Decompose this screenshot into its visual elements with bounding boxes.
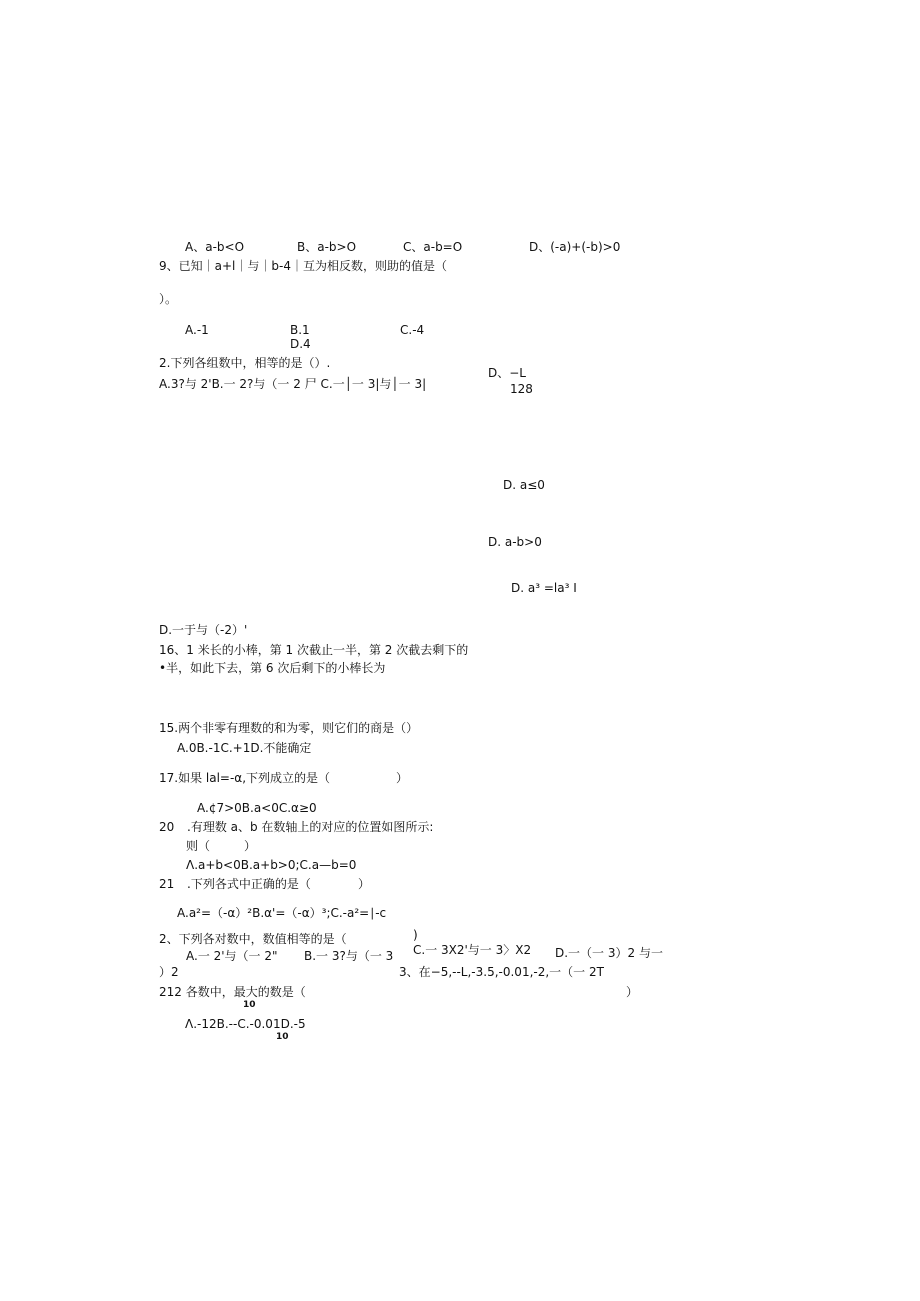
option-text: A.¢7>0B.a<0C.α≥0	[197, 801, 317, 815]
option-text: ）2	[159, 965, 179, 979]
question-text: ）	[358, 877, 371, 891]
question-number: 21	[159, 877, 175, 891]
option-text: A、a-b<O	[185, 240, 245, 254]
option-text: A.-1	[185, 323, 209, 337]
question-text: .有理数 a、b 在数轴上的对应的位置如图所示:	[187, 820, 434, 834]
question-text: 9、已知｜a+l｜与｜b-4｜互为相反数，则助的值是（	[159, 259, 447, 273]
option-text: D. a-b>0	[488, 535, 542, 549]
option-text: C.-4	[400, 323, 425, 337]
option-text: )	[413, 928, 418, 942]
option-text: D.一（一 3）2 与一	[555, 946, 663, 960]
option-text: D、(-a)+(-b)>0	[529, 240, 621, 254]
question-text: 15.两个非零有理数的和为零，则它们的商是（）	[159, 721, 419, 735]
question-number: 20	[159, 820, 175, 834]
question-text: 2.下列各组数中，相等的是（）.	[159, 356, 331, 370]
option-text: A.一 2'与（一 2"	[186, 949, 278, 963]
question-text: 3、在−5,--L,-3.5,-0.01,-2,一（一 2T	[399, 965, 604, 979]
question-text: 212 各数中，最大的数是（	[159, 985, 306, 999]
question-text: 17.如果 lal=-α,下列成立的是（	[159, 771, 331, 785]
question-text: 16、1 米长的小棒，第 1 次截止一半，第 2 次截去剩下的	[159, 643, 469, 657]
option-text: C.一 3X2'与一 3〉X2	[413, 943, 532, 957]
option-text: B.1	[290, 323, 310, 337]
question-text: •半，如此下去，第 6 次后剩下的小棒长为	[159, 661, 386, 675]
option-text: D.一于与（-2）'	[159, 623, 248, 637]
option-text: A.3?与 2'B.一 2?与（一 2 尸 C.一│一 3|与│一 3|	[159, 377, 427, 391]
question-text: ）	[396, 771, 409, 785]
option-text: A.0B.-1C.+1D.不能确定	[177, 741, 312, 755]
option-text: B、a-b>O	[297, 240, 357, 254]
fraction-denominator: 10	[276, 1032, 289, 1042]
option-text: C、a-b=O	[403, 240, 463, 254]
question-text: .下列各式中正确的是（	[187, 877, 311, 891]
option-text: Λ.a+b<0B.a+b>0;C.a—b=0	[186, 858, 357, 872]
option-text: A.a²=（-α）²B.α'=（-α）³;C.-a²=∣-c	[177, 906, 387, 920]
option-text: D. a≤0	[503, 478, 545, 492]
question-text: ）。	[159, 292, 178, 306]
question-text: 2、下列各对数中，数值相等的是（	[159, 932, 347, 946]
option-text: B.一 3?与（一 3	[304, 949, 394, 963]
option-text: D.4	[290, 337, 311, 351]
question-text: ）	[244, 839, 257, 853]
fraction-denominator: 10	[243, 1000, 256, 1010]
option-text: D. a³ =la³ I	[511, 581, 577, 595]
question-text: ）	[626, 985, 639, 999]
option-text: D、−L	[488, 366, 526, 380]
question-text: 则（	[186, 839, 211, 853]
option-text: 128	[510, 382, 533, 396]
option-text: Λ.-12B.--C.-0.01D.-5	[185, 1017, 306, 1031]
